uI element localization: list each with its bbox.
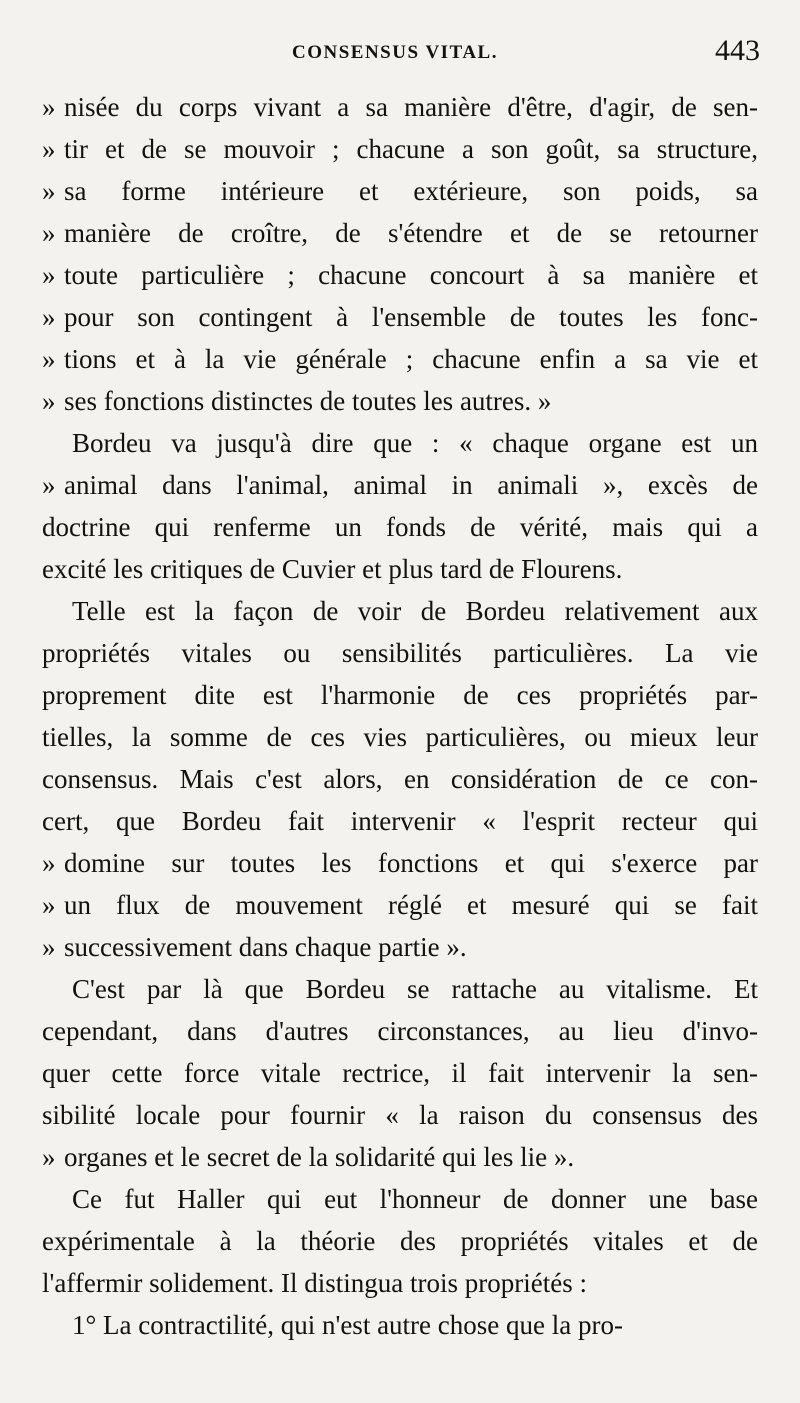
paragraph <box>42 1304 758 1346</box>
line-text: sa forme intérieure et extérieure, son poids, sa <box>64 176 758 206</box>
text-line <box>42 1094 758 1136</box>
paragraph <box>42 968 758 1178</box>
text-line <box>42 464 758 506</box>
line-text: consensus. Mais c'est alors, en considération de ce con- <box>42 764 758 794</box>
line-text: ses fonctions distinctes de toutes les autres. » <box>64 386 552 416</box>
line-text: doctrine qui renferme un fonds de vérité, mais qui a <box>42 512 758 542</box>
text-line <box>42 674 758 716</box>
text-line <box>42 422 758 464</box>
paragraph <box>42 590 758 968</box>
text-line <box>42 884 758 926</box>
text-line <box>42 632 758 674</box>
quote-mark: » <box>42 260 56 290</box>
text-line <box>42 128 758 170</box>
text-line <box>42 1178 758 1220</box>
text-line <box>42 968 758 1010</box>
running-title: CONSENSUS VITAL. <box>292 42 498 63</box>
text-line <box>42 1136 758 1178</box>
quote-mark: » <box>42 890 56 920</box>
text-line <box>42 1262 758 1304</box>
text-line <box>42 254 758 296</box>
quote-mark: » <box>42 386 56 416</box>
line-text: excité les critiques de Cuvier et plus tard de Flourens. <box>42 554 623 584</box>
text-line <box>42 380 758 422</box>
text-line <box>42 926 758 968</box>
page-header <box>0 28 800 78</box>
line-text: tir et de se mouvoir ; chacune a son goût, sa structure, <box>64 134 758 164</box>
text-line <box>42 590 758 632</box>
line-text: Ce fut Haller qui eut l'honneur de donner une base <box>72 1184 758 1214</box>
line-text: 1° La contractilité, qui n'est autre chose que la pro- <box>72 1310 623 1340</box>
line-text: animal dans l'animal, animal in animali », excès de <box>64 470 758 500</box>
line-text: cependant, dans d'autres circonstances, au lieu d'invo- <box>42 1016 758 1046</box>
line-text: sibilité locale pour fournir « la raison du consensus des <box>42 1100 758 1130</box>
line-text: proprement dite est l'harmonie de ces propriétés par- <box>42 680 758 710</box>
text-line <box>42 548 758 590</box>
text-line <box>42 1052 758 1094</box>
quote-mark: » <box>42 302 56 332</box>
text-line <box>42 86 758 128</box>
text-line <box>42 758 758 800</box>
line-text: successivement dans chaque partie ». <box>64 932 467 962</box>
line-text: domine sur toutes les fonctions et qui s'exerce par <box>64 848 758 878</box>
page-number: 443 <box>715 34 760 67</box>
line-text: un flux de mouvement réglé et mesuré qui se fait <box>64 890 758 920</box>
line-text: l'affermir solidement. Il distingua trois propriétés : <box>42 1268 587 1298</box>
text-line <box>42 338 758 380</box>
quote-mark: » <box>42 176 56 206</box>
paragraph <box>42 86 758 422</box>
line-text: cert, que Bordeu fait intervenir « l'esprit recteur qui <box>42 806 758 836</box>
line-text: expérimentale à la théorie des propriétés vitales et de <box>42 1226 758 1256</box>
body-text <box>42 86 758 1346</box>
line-text: propriétés vitales ou sensibilités particulières. La vie <box>42 638 758 668</box>
text-line <box>42 1304 758 1346</box>
quote-mark: » <box>42 470 56 500</box>
line-text: C'est par là que Bordeu se rattache au vitalisme. Et <box>72 974 758 1004</box>
text-line <box>42 296 758 338</box>
line-text: manière de croître, de s'étendre et de se retourner <box>64 218 758 248</box>
line-text: toute particulière ; chacune concourt à sa manière et <box>64 260 758 290</box>
quote-mark: » <box>42 848 56 878</box>
line-text: organes et le secret de la solidarité qui les lie ». <box>64 1142 575 1172</box>
text-line <box>42 170 758 212</box>
quote-mark: » <box>42 344 56 374</box>
text-line <box>42 842 758 884</box>
line-text: pour son contingent à l'ensemble de toutes les fonc- <box>64 302 758 332</box>
text-line <box>42 716 758 758</box>
paragraph <box>42 422 758 590</box>
quote-mark: » <box>42 1142 56 1172</box>
quote-mark: » <box>42 92 56 122</box>
line-text: tions et à la vie générale ; chacune enfin a sa vie et <box>64 344 758 374</box>
text-line <box>42 1220 758 1262</box>
line-text: Telle est la façon de voir de Bordeu relativement aux <box>72 596 758 626</box>
line-text: quer cette force vitale rectrice, il fait intervenir la sen- <box>42 1058 758 1088</box>
paragraph <box>42 1178 758 1304</box>
quote-mark: » <box>42 134 56 164</box>
line-text: nisée du corps vivant a sa manière d'être, d'agir, de sen- <box>64 92 758 122</box>
line-text: Bordeu va jusqu'à dire que : « chaque organe est un <box>72 428 758 458</box>
quote-mark: » <box>42 932 56 962</box>
line-text: tielles, la somme de ces vies particulières, ou mieux leur <box>42 722 758 752</box>
text-line <box>42 1010 758 1052</box>
text-line <box>42 506 758 548</box>
quote-mark: » <box>42 218 56 248</box>
text-line <box>42 212 758 254</box>
text-line <box>42 800 758 842</box>
